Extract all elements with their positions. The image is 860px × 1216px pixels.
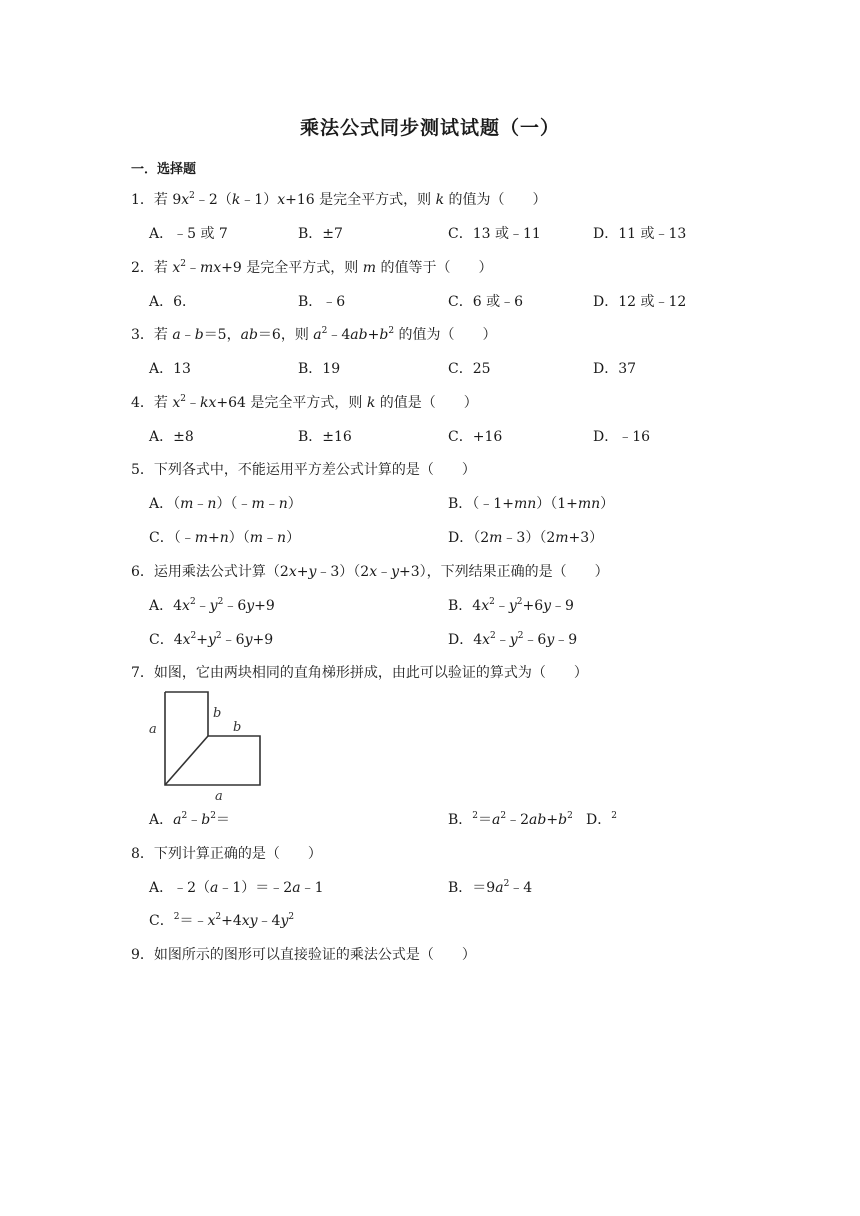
question-8-option-c[interactable]: C．$^2=﹣x^2+4xy﹣4y^2$	[149, 912, 295, 929]
question-6-option-b[interactable]: B．$4x^2﹣y^2+6y﹣9$	[448, 597, 574, 614]
label-b-horizontal: b	[233, 720, 242, 735]
label-a-left: a	[149, 722, 157, 737]
label-a-bottom: a	[215, 789, 223, 804]
question-7-option-b[interactable]: B．$^2=a^2﹣2ab+b^2$	[448, 811, 573, 828]
question-3-stem: 3．若 a﹣b＝5，ab＝6，则 $a^2﹣4ab+b^2$ 的值为（ ）	[131, 326, 497, 343]
question-5-option-d[interactable]: D．（2m﹣3）（2m+3）	[448, 530, 604, 546]
page-title: 乘法公式同步测试试题（一）	[299, 117, 560, 139]
question-1-option-b[interactable]: B．±7	[298, 226, 343, 242]
question-1-stem: 1．若 $9x^2﹣2(k﹣1)x+16$ 是完全平方式，则 k 的值为（ ）	[131, 191, 547, 208]
question-1-option-a[interactable]: A．﹣5 或 7	[149, 226, 228, 242]
question-1-option-d[interactable]: D．11 或﹣13	[593, 226, 687, 242]
question-8-stem: 8．下列计算正确的是（ ）	[131, 846, 322, 862]
question-6-option-c[interactable]: C．$4x^2+y^2﹣6y+9$	[149, 631, 274, 648]
question-8-option-b[interactable]: B．$=9a^2﹣4$	[448, 879, 533, 896]
question-1-option-c[interactable]: C．13 或﹣11	[448, 226, 541, 242]
question-6-option-a[interactable]: A．$4x^2﹣y^2﹣6y+9$	[149, 597, 275, 614]
question-3-option-d[interactable]: D．37	[593, 361, 637, 377]
question-5-stem: 5．下列各式中，不能运用平方差公式计算的是（ ）	[131, 462, 476, 478]
question-7-option-a[interactable]: A．$a^2﹣b^2=$	[149, 811, 230, 828]
question-6-stem: 6．运用乘法公式计算（2x+y﹣3）（2x﹣y+3），下列结果正确的是（ ）	[131, 564, 609, 580]
question-7-stem: 7．如图，它由两块相同的直角梯形拼成，由此可以验证的算式为（ ）	[131, 665, 588, 681]
question-6-option-d[interactable]: D．$4x^2﹣y^2﹣6y﹣9$	[448, 631, 578, 648]
question-5-option-a[interactable]: A．（m﹣n）（﹣m﹣n）	[149, 496, 302, 512]
question-4-option-b[interactable]: B．±16	[298, 429, 352, 445]
question-8-option-a[interactable]: A．﹣2（a﹣1）＝﹣2a﹣1	[149, 880, 324, 896]
question-2-option-d[interactable]: D．12 或﹣12	[593, 294, 687, 310]
question-7-option-d[interactable]: D．$^2$	[586, 811, 617, 828]
question-4-option-a[interactable]: A．±8	[149, 429, 194, 445]
question-2-option-b[interactable]: B．﹣6	[298, 294, 346, 310]
question-4-stem: 4．若 $x^2﹣kx+64$ 是完全平方式，则 k 的值是（ ）	[131, 394, 478, 411]
section-heading: 一．选择题	[131, 162, 197, 177]
question-3-option-b[interactable]: B．19	[298, 361, 341, 377]
figure-diagonal	[165, 736, 208, 785]
question-5-option-c[interactable]: C．（﹣m+n）（m﹣n）	[149, 530, 301, 546]
question-4-option-d[interactable]: D．﹣16	[593, 429, 651, 445]
question-4-option-c[interactable]: C．+16	[448, 429, 503, 445]
question-9-stem: 9．如图所示的图形可以直接验证的乘法公式是（ ）	[131, 947, 476, 963]
question-2-option-c[interactable]: C．6 或﹣6	[448, 294, 523, 310]
trapezoid-figure	[143, 688, 268, 806]
label-b-vertical: b	[213, 706, 222, 721]
question-3-option-c[interactable]: C．25	[448, 361, 491, 377]
question-2-option-a[interactable]: A．6．	[149, 294, 197, 310]
question-5-option-b[interactable]: B．（﹣1+mn）（1+mn）	[448, 496, 615, 512]
question-2-stem: 2．若 $x^2﹣mx+9$ 是完全平方式，则 m 的值等于（ ）	[131, 259, 493, 276]
question-3-option-a[interactable]: A．13	[149, 361, 191, 377]
